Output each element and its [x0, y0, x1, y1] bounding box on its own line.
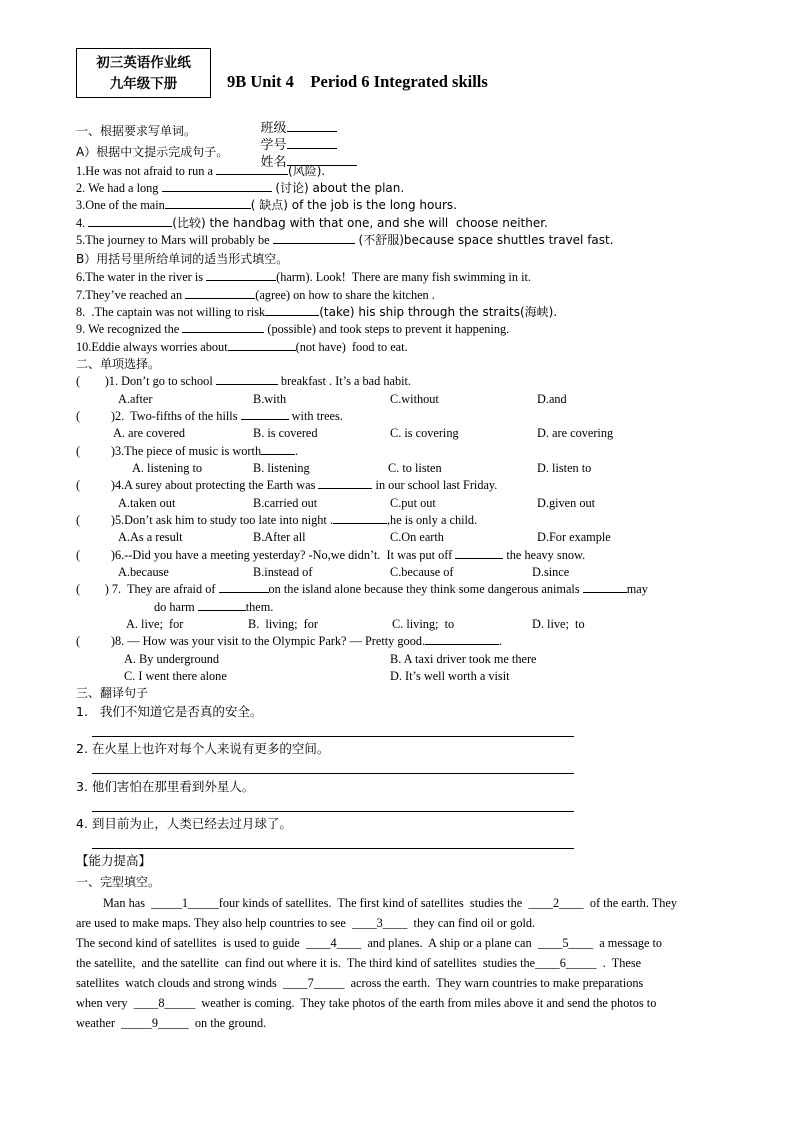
- mc-blank-3[interactable]: [261, 443, 295, 455]
- mc-blank-7a[interactable]: [219, 581, 269, 593]
- mc-option-8b[interactable]: B. A taxi driver took me there: [390, 652, 537, 666]
- cloze-blank[interactable]: ____3____: [352, 916, 408, 930]
- mc-question-8: ( )8. — How was your visit to the Olympic Park? — Pretty good. .: [76, 634, 503, 648]
- mc-blank-6[interactable]: [455, 547, 503, 559]
- mc-option-5b[interactable]: B.After all: [253, 530, 306, 544]
- answer-line-2[interactable]: [92, 773, 574, 774]
- cloze-text: and planes. A ship or a plane can: [361, 936, 538, 950]
- fill-item-9: 9. We recognized the (possible) and took steps to prevent it happening.: [76, 322, 510, 336]
- mc-blank-7c[interactable]: [198, 599, 246, 611]
- section3-heading: 三、翻译句子: [76, 686, 149, 700]
- cloze-text: satellites watch clouds and strong winds: [76, 976, 283, 990]
- translation-item-2: 2. 在火星上也许对每个人来说有更多的空间。: [76, 741, 330, 756]
- cloze-line: [76, 935, 662, 951]
- fill-item-10: 10.Eddie always worries about (not have) food to eat.: [76, 340, 408, 354]
- mc-option-4d[interactable]: D.given out: [537, 496, 596, 510]
- cloze-line: [76, 915, 535, 931]
- fill-blank-7[interactable]: [185, 287, 255, 299]
- mc-option-8c[interactable]: C. I went there alone: [124, 669, 227, 683]
- answer-line-4[interactable]: [92, 848, 574, 849]
- mc-option-1b[interactable]: B.with: [253, 392, 287, 406]
- ability-heading: 【能力提高】: [76, 853, 152, 868]
- mc-option-2d[interactable]: D. are covering: [537, 426, 614, 440]
- mc-option-5c[interactable]: C.On earth: [390, 530, 444, 544]
- mc-option-6d[interactable]: D.since: [532, 565, 570, 579]
- fill-item-8: 8. .The captain was not willing to risk (take) his ship through the straits(海峡).: [76, 305, 558, 319]
- number-label: 学号: [260, 138, 287, 153]
- section2-heading: 二、单项选择。: [76, 357, 161, 371]
- cloze-text: four kinds of satellites. The first kind of satellites studies the: [218, 896, 529, 910]
- cloze-heading: 一、完型填空。: [76, 875, 161, 889]
- mc-option-4b[interactable]: B.carried out: [253, 496, 318, 510]
- cloze-text: the satellite, and the satellite can find out where it is. The third kind of satellites studies the: [76, 956, 536, 970]
- mc-blank-5[interactable]: [333, 512, 387, 524]
- fill-blank-9[interactable]: [182, 321, 264, 333]
- cloze-text: . These: [596, 956, 642, 970]
- cloze-text: a message to: [593, 936, 663, 950]
- mc-option-6b[interactable]: B.instead of: [253, 565, 313, 579]
- fill-item-6: 6.The water in the river is (harm). Look! There are many fish swimming in it.: [76, 270, 531, 284]
- mc-option-7c[interactable]: C. living; to: [392, 617, 455, 631]
- course-label-line2: 九年级下册: [109, 76, 178, 92]
- cloze-text: on the ground.: [188, 1016, 267, 1030]
- class-field[interactable]: [287, 120, 337, 132]
- mc-option-7a[interactable]: A. live; for: [126, 617, 184, 631]
- mc-option-7b[interactable]: B. living; for: [248, 617, 319, 631]
- cloze-text: Man has: [103, 896, 152, 910]
- cloze-text: The second kind of satellites is used to guide: [76, 936, 306, 950]
- cloze-blank[interactable]: ____5____: [537, 936, 594, 950]
- fill-blank-2[interactable]: [162, 180, 272, 192]
- class-label: 班级: [260, 121, 287, 136]
- number-field[interactable]: [287, 137, 337, 149]
- cloze-text: weather is coming. They take photos of the earth from miles above it and send the photos to: [195, 996, 657, 1010]
- cloze-line: [103, 895, 677, 911]
- mc-option-8a[interactable]: A. By underground: [124, 652, 220, 666]
- fill-blank-1[interactable]: [216, 163, 288, 175]
- mc-option-3d[interactable]: D. listen to: [537, 461, 592, 475]
- section1-partB-heading: B）用括号里所给单词的适当形式填空。: [76, 252, 289, 266]
- course-label-box: [76, 48, 211, 98]
- fill-item-2: 2. We had a long (讨论) about the plan.: [76, 181, 405, 195]
- cloze-blank[interactable]: ____4____: [305, 936, 362, 950]
- fill-blank-5[interactable]: [273, 232, 355, 244]
- mc-option-3a[interactable]: A. listening to: [132, 461, 203, 475]
- section1-partA-heading: A）根据中文提示完成句子。: [76, 145, 229, 159]
- mc-blank-1[interactable]: [216, 373, 278, 385]
- mc-blank-8[interactable]: [425, 633, 499, 645]
- mc-option-3b[interactable]: B. listening: [253, 461, 310, 475]
- cloze-blank[interactable]: _____9_____: [121, 1016, 189, 1030]
- translation-item-3: 3. 他们害怕在那里看到外星人。: [76, 779, 255, 794]
- cloze-text: across the earth. They warn countries to make preparations: [344, 976, 644, 990]
- cloze-text: weather: [76, 1016, 122, 1030]
- mc-blank-4[interactable]: [318, 477, 372, 489]
- fill-blank-8[interactable]: [265, 304, 319, 316]
- translation-item-4: 4. 到目前为止，人类已经去过月球了。: [76, 816, 292, 831]
- mc-option-6a[interactable]: A.because: [118, 565, 169, 579]
- mc-question-3: ( )3.The piece of music is worth .: [76, 444, 299, 458]
- mc-option-2b[interactable]: B. is covered: [253, 426, 318, 440]
- cloze-line: [76, 995, 656, 1011]
- fill-item-5: 5.The journey to Mars will probably be (不舒服)because space shuttles travel fast.: [76, 233, 614, 247]
- mc-option-4a[interactable]: A.taken out: [118, 496, 176, 510]
- cloze-line: [76, 1015, 266, 1031]
- fill-blank-10[interactable]: [228, 339, 296, 351]
- mc-question-2: ( )2. Two-fifths of the hills with trees.: [76, 409, 343, 423]
- mc-option-5a[interactable]: A.As a result: [118, 530, 183, 544]
- cloze-text: when very: [76, 996, 134, 1010]
- mc-option-3c[interactable]: C. to listen: [388, 461, 442, 475]
- course-label-line1: 初三英语作业纸: [96, 55, 191, 71]
- cloze-blank[interactable]: ____6_____: [535, 956, 597, 970]
- cloze-text: of the earth. They: [583, 896, 678, 910]
- mc-question-6: ( )6.--Did you have a meeting yesterday? -No,we didn’t. It was put off the heavy snow.: [76, 548, 586, 562]
- cloze-blank[interactable]: ____7_____: [282, 976, 345, 990]
- mc-option-1c[interactable]: C.without: [390, 392, 439, 406]
- fill-blank-4[interactable]: [88, 215, 172, 227]
- page-title: 9B Unit 4 Period 6 Integrated skills: [227, 72, 488, 91]
- fill-item-4: 4. (比较) the handbag with that one, and she will choose neither.: [76, 216, 548, 230]
- mc-question-4: ( )4.A surey about protecting the Earth was in our school last Friday.: [76, 478, 498, 492]
- answer-line-3[interactable]: [92, 811, 574, 812]
- fill-blank-3[interactable]: [165, 197, 251, 209]
- section1-heading: 一、根据要求写单词。: [76, 124, 197, 138]
- mc-blank-7b[interactable]: [583, 581, 627, 593]
- mc-option-6c[interactable]: C.because of: [390, 565, 454, 579]
- fill-item-3: 3.One of the main ( 缺点) of the job is the long hours.: [76, 198, 457, 212]
- cloze-line: [76, 955, 641, 971]
- mc-option-1d[interactable]: D.and: [537, 392, 567, 406]
- fill-item-1: 1.He was not afraid to run a (风险).: [76, 164, 326, 178]
- mc-question-7: ( ) 7. They are afraid of on the island alone because they think some dangerous animals may: [76, 582, 648, 596]
- mc-option-8d[interactable]: D. It’s well worth a visit: [390, 669, 510, 683]
- mc-option-7d[interactable]: D. live; to: [532, 617, 585, 631]
- mc-question-1: ( )1. Don’t go to school breakfast . It’s a bad habit.: [76, 374, 411, 388]
- cloze-line: [76, 975, 643, 991]
- name-label: 姓名: [260, 155, 287, 170]
- mc-option-1a[interactable]: A.after: [118, 392, 153, 406]
- mc-question-7-line2: do harm them.: [154, 600, 274, 614]
- translation-item-1: 1. 我们不知道它是否真的安全。: [76, 704, 263, 719]
- answer-line-1[interactable]: [92, 736, 574, 737]
- fill-item-7: 7.They’ve reached an (agree) on how to share the kitchen .: [76, 288, 435, 302]
- cloze-blank[interactable]: ____2____: [528, 896, 584, 910]
- cloze-text: they can find oil or gold.: [407, 916, 536, 930]
- fill-blank-6[interactable]: [206, 269, 276, 281]
- mc-option-2c[interactable]: C. is covering: [390, 426, 459, 440]
- cloze-blank[interactable]: ____8_____: [133, 996, 196, 1010]
- cloze-text: are used to make maps. They also help countries to see: [76, 916, 353, 930]
- cloze-blank[interactable]: _____1_____: [151, 896, 219, 910]
- mc-option-5d[interactable]: D.For example: [537, 530, 611, 544]
- mc-blank-2[interactable]: [241, 408, 289, 420]
- mc-option-4c[interactable]: C.put out: [390, 496, 436, 510]
- mc-option-2a[interactable]: A. are covered: [113, 426, 186, 440]
- mc-question-5: ( )5.Don’t ask him to study too late into night . ,he is only a child.: [76, 513, 478, 527]
